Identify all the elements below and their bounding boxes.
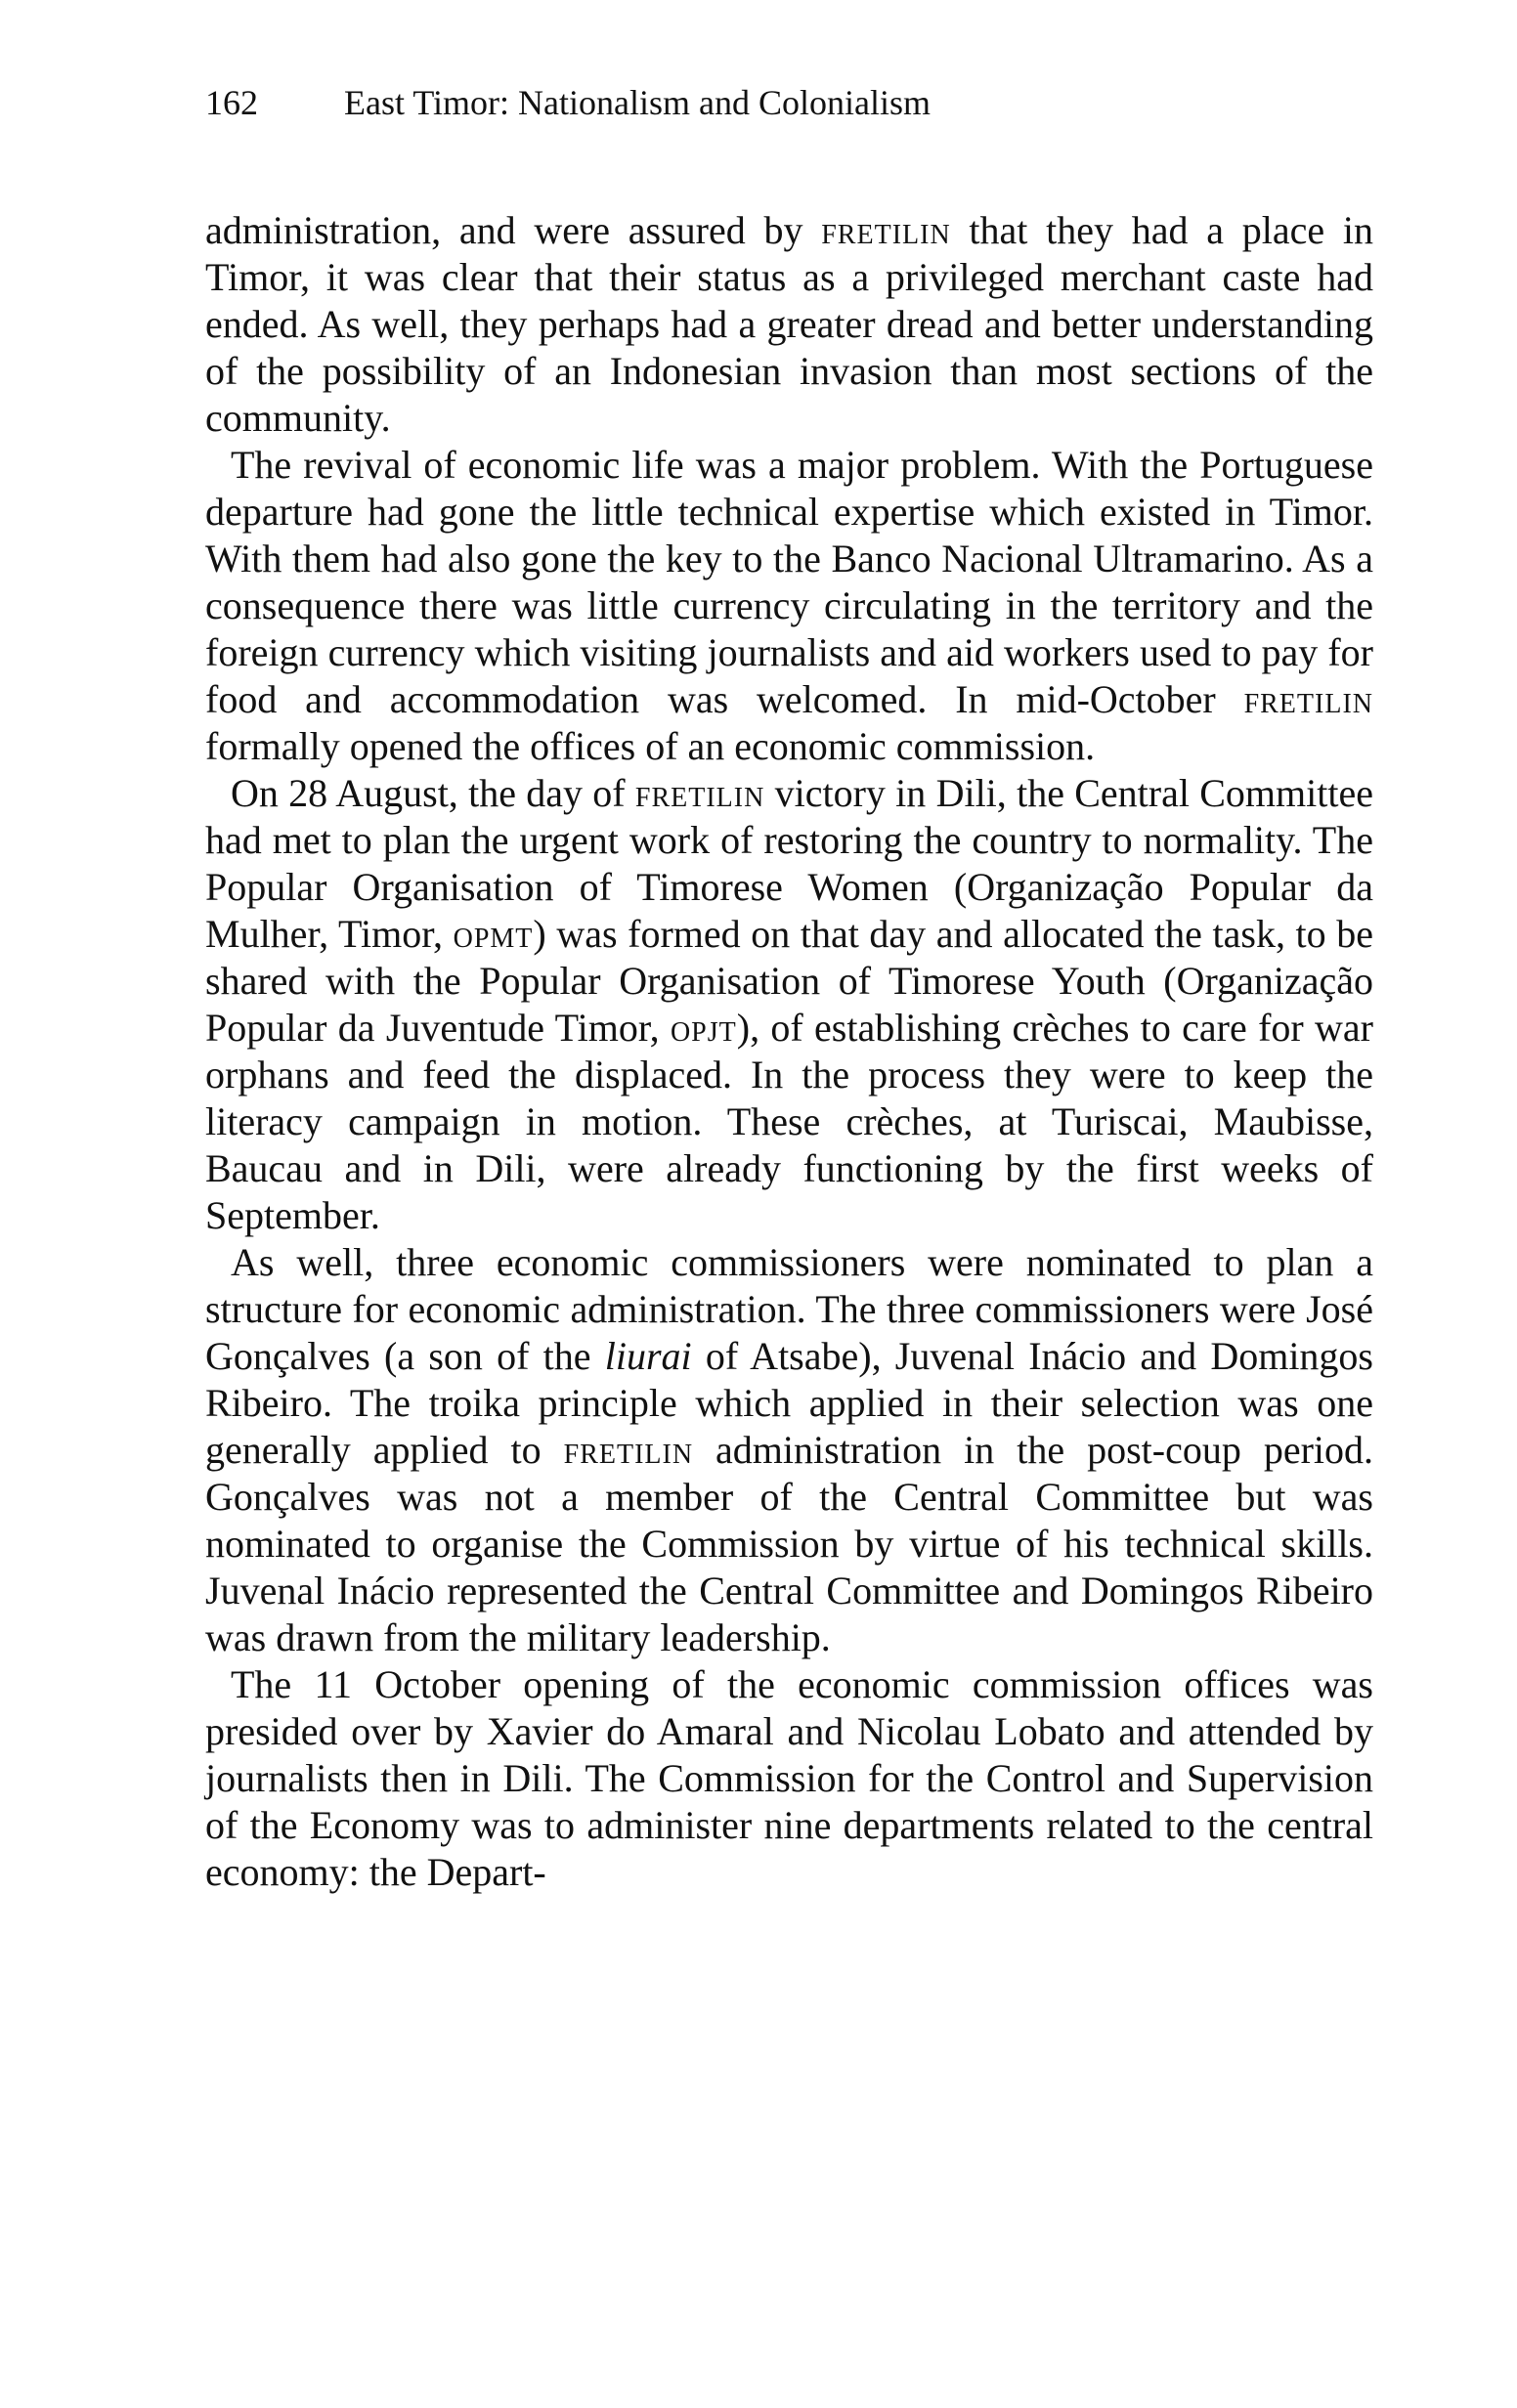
running-title: East Timor: Nationalism and Colonialism bbox=[344, 83, 932, 122]
paragraph-1: administration, and were assured by fretilin that they had a place in Timor, it was clear that their status as a privileged merchant caste had ended. As well, they perhaps had a greater dread and better understanding of the possibility of an Indonesian invasion than most sections of the community. bbox=[205, 208, 1373, 440]
acronym-fretilin: fretilin bbox=[1243, 677, 1373, 721]
acronym-fretilin: fretilin bbox=[821, 208, 951, 252]
acronym-opmt: opmt bbox=[453, 912, 534, 956]
acronym-fretilin: fretilin bbox=[634, 771, 765, 815]
body-text bbox=[205, 207, 1373, 1896]
running-head bbox=[205, 68, 1373, 137]
paragraph-5: The 11 October opening of the economic commission offices was presided over by Xavier do Amaral and Nicolau Lobato and attended by journalists then in Dili. The Commission for the Control and Supervision of the Economy was to administer nine departments related to the central economy: the Depart- bbox=[205, 1662, 1373, 1894]
page-number: 162 bbox=[205, 83, 258, 122]
paragraph-4: As well, three economic commissioners were nominated to plan a structure for economic administration. The three commissioners were José Gonçalves (a son of the liurai of Atsabe), Juvenal Inácio and Domingos Ribeiro. The troika principle which applied in their selection was one generally applied to fretilin administration in the post-coup period. Gonçalves was not a member of the Central Committee but was nominated to organise the Commission by virtue of his technical skills. Juvenal Inácio represented the Central Committee and Domingos Ribeiro was drawn from the military leadership. bbox=[205, 1240, 1373, 1659]
paragraph-3: On 28 August, the day of fretilin victory in Dili, the Central Committee had met to plan the urgent work of restoring the country to normality. The Popular Organisation of Timorese Women (Organização Popular da Mulher, Timor, opmt) was formed on that day and allocated the task, to be shared with the Popular Organisation of Timorese Youth (Organização Popular da Juventude Timor, opjt), of establishing crèches to care for war orphans and feed the displaced. In the process they were to keep the literacy campaign in motion. These crèches, at Turiscai, Maubisse, Baucau and in Dili, were already functioning by the first weeks of September. bbox=[205, 771, 1374, 1237]
paragraph-2: The revival of economic life was a major problem. With the Portuguese departure had gone the little technical expertise which existed in Timor. With them had also gone the key to the Banco Nacional Ultramarino. As a consequence there was little currency circulating in the territory and the foreign currency which visiting journalists and aid workers used to pay for food and accommodation was welcomed. In mid-October fretilin formally opened the offices of an economic commission. bbox=[205, 443, 1373, 768]
book-page bbox=[205, 68, 1373, 1896]
acronym-opjt: opjt bbox=[670, 1006, 737, 1050]
acronym-fretilin: fretilin bbox=[563, 1428, 694, 1472]
italic-term: liurai bbox=[604, 1334, 692, 1378]
